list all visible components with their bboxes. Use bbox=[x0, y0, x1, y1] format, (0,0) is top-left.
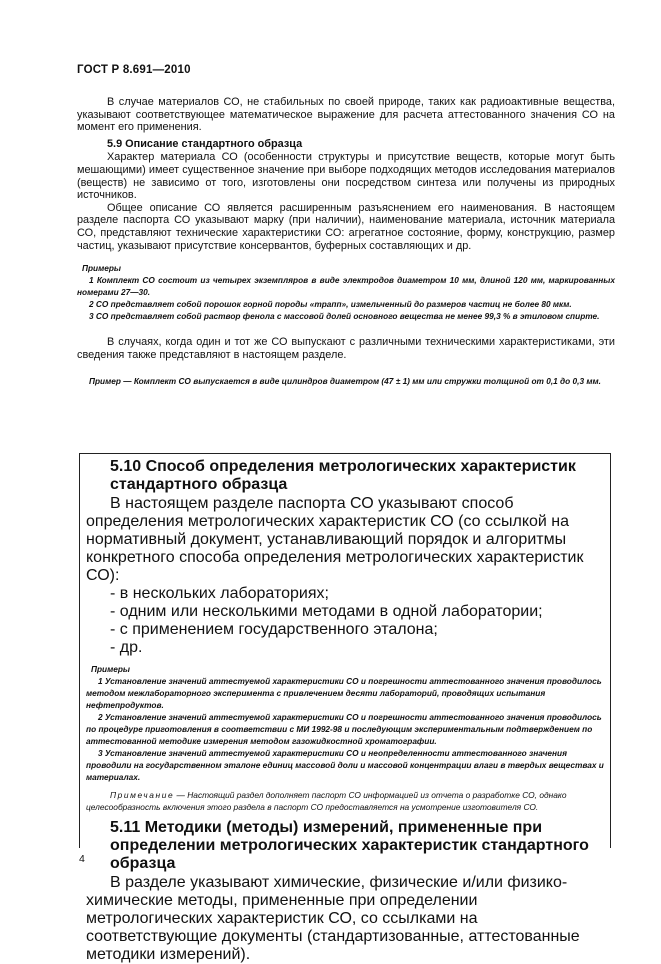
list-item: - одним или несколькими методами в одной лаборатории; bbox=[110, 603, 543, 620]
example-item: 2 СО представляет собой порошок горной породы «трапп», измельченный до размеров частиц не более 80 мкм. bbox=[89, 299, 572, 310]
example-item: 1 Установление значений аттестуемой характеристики СО и погрешности аттестованного значения проводилось методом межлабораторного эксперимента с привлечением десяти лабораторий, проводящих испытания нефтепродуктов. bbox=[86, 676, 602, 710]
framed-section bbox=[79, 453, 611, 963]
note bbox=[86, 789, 604, 813]
examples-heading: Примеры bbox=[82, 263, 122, 274]
section-5-11-paragraph: В разделе указывают химические, физические и/или физико-химические методы, примененные при определении метрологических характеристик СО, со ссылками на соответствующие документы (стандартизованные, аттестованные методики измерений). bbox=[86, 874, 580, 963]
section-5-9-paragraph-2: Общее описание СО является расширенным разъяснением его наименования. В настоящем разделе паспорта СО указывают марку (при наличии), наименование материала, источник материала СО, представляют технические характеристики СО: агрегатное состояние, форму, конструкцию, размер частиц, указывают присутствие консервантов, буферных составляющих и др. bbox=[77, 201, 615, 252]
example-single: Пример — Комплект СО выпускается в виде цилиндров диаметром (47 ± 1) мм или стружки толщиной от 0,1 до 0,3 мм. bbox=[89, 376, 601, 387]
section-5-11-heading: 5.11 Методики (методы) измерений, примененные при определении метрологических характеристик стандартного образца bbox=[110, 819, 589, 872]
example-item: 1 Комплект СО состоит из четырех экземпляров в виде электродов диаметром 10 мм, длиной 120 мм, маркированных номерами 27—30. bbox=[77, 275, 615, 298]
example-item: 3 СО представляет собой раствор фенола с массовой долей основного вещества не менее 99,3 % в этиловом спирте. bbox=[89, 311, 600, 322]
section-5-10-paragraph: В настоящем разделе паспорта СО указывают способ определения метрологических характеристик СО (со ссылкой на нормативный документ, устанавливающий порядок и алгоритмы конкретного способа определения метрологических характеристик СО): bbox=[86, 495, 584, 584]
section-5-10-heading: 5.10 Способ определения метрологических характеристик стандартного образца bbox=[110, 458, 576, 493]
example-item: 2 Установление значений аттестуемой характеристики СО и погрешности аттестованного значения проводилось по процедуре приготовления в соответствии с МИ 1992-98 и последующим экспериментальным подтверждением по аттестованной методике измерения методом газожидкостной хроматографии. bbox=[86, 712, 602, 746]
examples-heading: Примеры bbox=[91, 664, 131, 674]
page-number: 4 bbox=[79, 853, 85, 865]
list-item: - с применением государственного эталона; bbox=[110, 621, 438, 638]
note-text: — Настоящий раздел дополняет паспорт СО информацией из отчета о разработке СО, однако целесообразность включения этого раздела в паспорт СО предоставляется на усмотрение изготовителя СО. bbox=[86, 790, 567, 812]
list-item: - др. bbox=[110, 639, 143, 656]
section-5-9-paragraph-1: Характер материала СО (особенности структуры и присутствие веществ, которые могут быть мешающими) имеет существенное значение при выборе подходящих методов исследования материалов (веществ) не зависимо от того, изготовлены они посредством синтеза или получены из природных источников. bbox=[77, 151, 615, 202]
section-5-9-heading: 5.9 Описание стандартного образца bbox=[107, 137, 303, 150]
page-content bbox=[77, 96, 615, 387]
list-item: - в нескольких лабораториях; bbox=[110, 585, 329, 602]
section-5-9-paragraph-3: В случаях, когда один и тот же СО выпускают с различными техническими характеристиками, эти сведения также представляют в настоящем разделе. bbox=[77, 336, 615, 361]
example-item: 3 Установление значений аттестуемой характеристики СО и неопределенности аттестованного значения проводили на государственном эталоне единиц массовой доли и массовой концентрации влаги в твердых веществах и материалах. bbox=[86, 748, 604, 782]
document-header: ГОСТ Р 8.691—2010 bbox=[77, 64, 191, 76]
intro-paragraph: В случае материалов СО, не стабильных по своей природе, таких как радиоактивные вещества, указывают соответствующее математическое выражение для расчета аттестованного значения СО на момент его применения. bbox=[77, 96, 615, 134]
note-label: Примечание bbox=[110, 790, 175, 800]
